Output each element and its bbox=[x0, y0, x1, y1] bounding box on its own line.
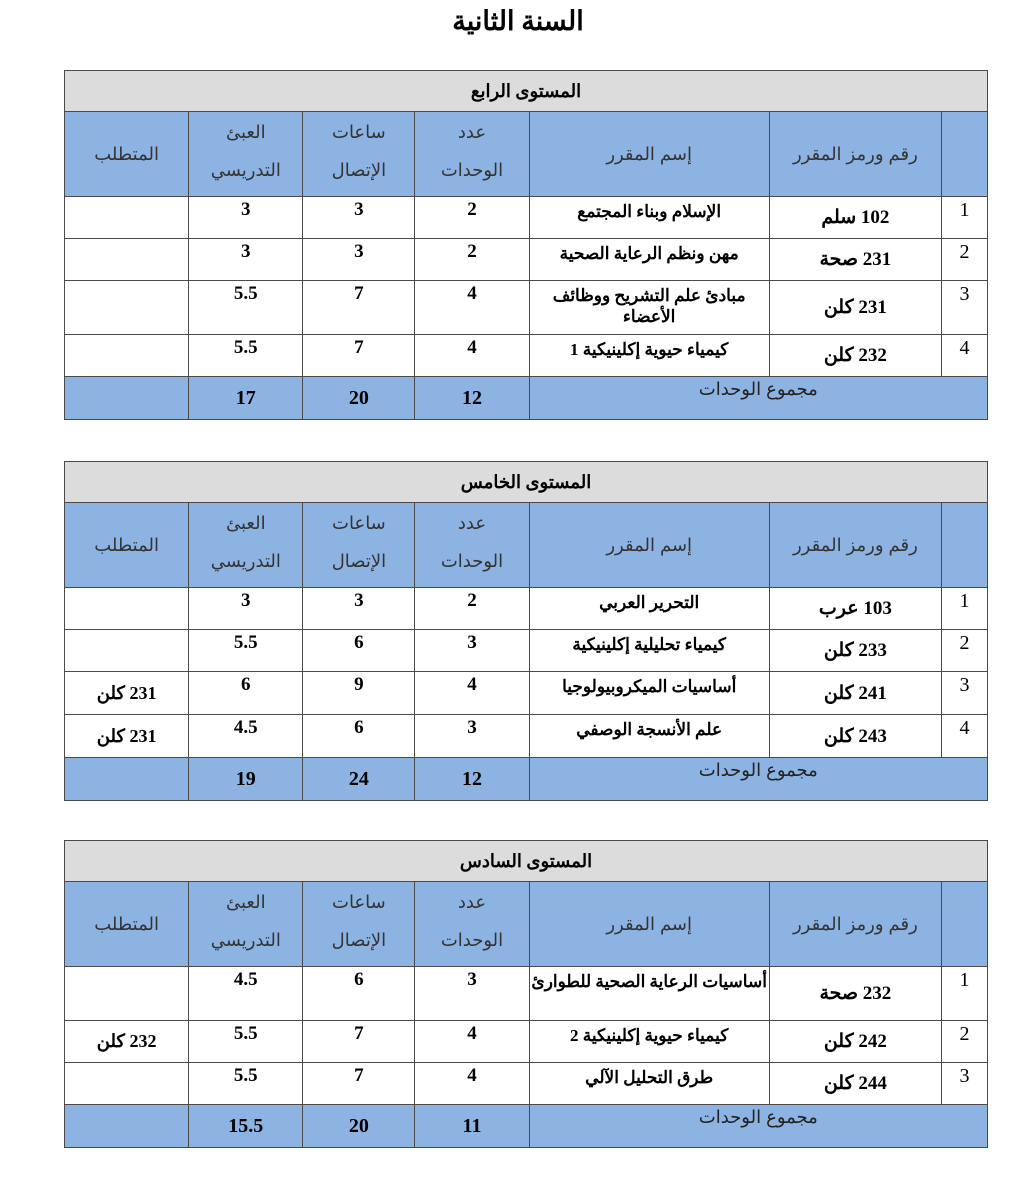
header-units-line2: الوحدات bbox=[440, 551, 504, 571]
courses-table bbox=[64, 461, 988, 801]
header-load-line2: التدريسي bbox=[210, 160, 281, 180]
course-teaching-load: 3 bbox=[189, 239, 303, 281]
course-units: 3 bbox=[415, 715, 529, 758]
course-name: أساسيات الميكروبيولوجيا bbox=[529, 672, 769, 715]
course-units: 4 bbox=[415, 335, 529, 377]
course-units: 2 bbox=[415, 197, 529, 239]
row-number: 1 bbox=[941, 588, 987, 630]
header-prerequisite: المتطلب bbox=[65, 882, 189, 967]
header-prerequisite: المتطلب bbox=[65, 503, 189, 588]
total-prerequisite-empty bbox=[65, 758, 189, 801]
course-teaching-load: 5.5 bbox=[189, 1021, 303, 1063]
course-prerequisite bbox=[65, 630, 189, 672]
course-teaching-load: 6 bbox=[189, 672, 303, 715]
course-code: 231 صحة bbox=[769, 239, 941, 281]
total-label: مجموع الوحدات bbox=[529, 1105, 987, 1148]
course-contact-hours: 9 bbox=[303, 672, 415, 715]
course-teaching-load: 3 bbox=[189, 588, 303, 630]
total-prerequisite-empty bbox=[65, 1105, 189, 1148]
course-units: 2 bbox=[415, 588, 529, 630]
course-contact-hours: 6 bbox=[303, 967, 415, 1021]
header-course-code: رقم ورمز المقرر bbox=[769, 112, 941, 197]
header-course-code: رقم ورمز المقرر bbox=[769, 503, 941, 588]
total-contact-hours: 20 bbox=[303, 1105, 415, 1148]
course-prerequisite bbox=[65, 239, 189, 281]
course-code: 244 كلن bbox=[769, 1063, 941, 1105]
header-load bbox=[189, 503, 303, 588]
total-prerequisite-empty bbox=[65, 377, 189, 420]
header-units-line2: الوحدات bbox=[440, 930, 504, 950]
course-code: 232 صحة bbox=[769, 967, 941, 1021]
course-code: 102 سلم bbox=[769, 197, 941, 239]
course-code: 241 كلن bbox=[769, 672, 941, 715]
row-number: 1 bbox=[941, 967, 987, 1021]
header-index bbox=[941, 112, 987, 197]
course-units: 3 bbox=[415, 630, 529, 672]
table-row bbox=[65, 239, 988, 281]
table-row bbox=[65, 672, 988, 715]
course-teaching-load: 3 bbox=[189, 197, 303, 239]
header-course-name: إسم المقرر bbox=[529, 112, 769, 197]
total-contact-hours: 24 bbox=[303, 758, 415, 801]
course-name: أساسيات الرعاية الصحية للطوارئ bbox=[529, 967, 769, 1021]
course-prerequisite: 232 كلن bbox=[65, 1021, 189, 1063]
course-code: 231 كلن bbox=[769, 281, 941, 335]
table-row bbox=[65, 967, 988, 1021]
course-name: علم الأنسجة الوصفي bbox=[529, 715, 769, 758]
course-contact-hours: 7 bbox=[303, 1063, 415, 1105]
course-units: 4 bbox=[415, 281, 529, 335]
course-teaching-load: 5.5 bbox=[189, 335, 303, 377]
table-row bbox=[65, 630, 988, 672]
course-prerequisite: 231 كلن bbox=[65, 715, 189, 758]
course-units: 4 bbox=[415, 672, 529, 715]
course-prerequisite bbox=[65, 1063, 189, 1105]
table-row bbox=[65, 715, 988, 758]
course-code: 243 كلن bbox=[769, 715, 941, 758]
table-row bbox=[65, 335, 988, 377]
total-teaching-load: 15.5 bbox=[189, 1105, 303, 1148]
course-teaching-load: 5.5 bbox=[189, 281, 303, 335]
row-number: 4 bbox=[941, 715, 987, 758]
header-units-line1: عدد bbox=[457, 122, 487, 142]
course-code: 232 كلن bbox=[769, 335, 941, 377]
totals-row bbox=[65, 1105, 988, 1148]
course-contact-hours: 7 bbox=[303, 1021, 415, 1063]
course-prerequisite bbox=[65, 335, 189, 377]
header-load-line1: العبئ bbox=[226, 513, 266, 533]
course-code: 233 كلن bbox=[769, 630, 941, 672]
table-row bbox=[65, 588, 988, 630]
header-contact bbox=[303, 112, 415, 197]
header-units-line2: الوحدات bbox=[440, 160, 504, 180]
header-load-line2: التدريسي bbox=[210, 930, 281, 950]
header-units bbox=[415, 112, 529, 197]
row-number: 2 bbox=[941, 630, 987, 672]
total-teaching-load: 17 bbox=[189, 377, 303, 420]
header-index bbox=[941, 882, 987, 967]
table-row bbox=[65, 197, 988, 239]
course-units: 4 bbox=[415, 1021, 529, 1063]
total-units: 11 bbox=[415, 1105, 529, 1148]
header-course-name: إسم المقرر bbox=[529, 882, 769, 967]
header-load-line1: العبئ bbox=[225, 122, 266, 142]
course-prerequisite bbox=[65, 588, 189, 630]
header-units-line1: عدد bbox=[457, 892, 487, 912]
table-row bbox=[65, 1021, 988, 1063]
total-teaching-load: 19 bbox=[189, 758, 303, 801]
table-row bbox=[65, 1063, 988, 1105]
course-name: كيمياء تحليلية إكلينيكية bbox=[529, 630, 769, 672]
course-name: طرق التحليل الآلي bbox=[529, 1063, 769, 1105]
course-contact-hours: 6 bbox=[303, 715, 415, 758]
course-contact-hours: 6 bbox=[303, 630, 415, 672]
course-contact-hours: 7 bbox=[303, 335, 415, 377]
total-contact-hours: 20 bbox=[303, 377, 415, 420]
courses-table bbox=[64, 840, 988, 1148]
header-contact-line2: الإتصال bbox=[331, 160, 387, 180]
course-teaching-load: 5.5 bbox=[189, 1063, 303, 1105]
header-load-line1: العبئ bbox=[225, 892, 266, 912]
course-prerequisite bbox=[65, 197, 189, 239]
level-title: المستوى الخامس bbox=[65, 462, 988, 503]
row-number: 3 bbox=[941, 1063, 987, 1105]
level-title: المستوى الرابع bbox=[65, 71, 988, 112]
table-row bbox=[65, 281, 988, 335]
header-contact-line1: ساعات bbox=[332, 122, 386, 142]
course-prerequisite bbox=[65, 281, 189, 335]
row-number: 2 bbox=[941, 1021, 987, 1063]
header-prerequisite: المتطلب bbox=[65, 112, 189, 197]
header-units-line1: عدد bbox=[457, 513, 487, 533]
course-name: الإسلام وبناء المجتمع bbox=[529, 197, 769, 239]
header-load bbox=[189, 112, 303, 197]
course-name: مبادئ علم التشريح ووظائف الأعضاء bbox=[529, 281, 769, 335]
row-number: 1 bbox=[941, 197, 987, 239]
course-prerequisite bbox=[65, 967, 189, 1021]
header-units bbox=[415, 882, 529, 967]
header-units bbox=[415, 503, 529, 588]
course-contact-hours: 7 bbox=[303, 281, 415, 335]
course-name: التحرير العربي bbox=[529, 588, 769, 630]
row-number: 4 bbox=[941, 335, 987, 377]
totals-row bbox=[65, 377, 988, 420]
course-units: 3 bbox=[415, 967, 529, 1021]
course-units: 2 bbox=[415, 239, 529, 281]
total-units: 12 bbox=[415, 758, 529, 801]
course-name: كيمياء حيوية إكلينيكية 2 bbox=[529, 1021, 769, 1063]
course-contact-hours: 3 bbox=[303, 197, 415, 239]
header-index bbox=[941, 503, 987, 588]
header-contact-line1: ساعات bbox=[332, 513, 386, 533]
row-number: 3 bbox=[941, 281, 987, 335]
course-teaching-load: 5.5 bbox=[189, 630, 303, 672]
course-teaching-load: 4.5 bbox=[189, 715, 303, 758]
totals-row bbox=[65, 758, 988, 801]
level-section bbox=[64, 70, 988, 420]
course-contact-hours: 3 bbox=[303, 588, 415, 630]
header-contact bbox=[303, 503, 415, 588]
header-contact-line2: الإتصال bbox=[331, 551, 387, 571]
course-contact-hours: 3 bbox=[303, 239, 415, 281]
header-load bbox=[189, 882, 303, 967]
course-name: كيمياء حيوية إكلينيكية 1 bbox=[529, 335, 769, 377]
level-section bbox=[64, 840, 988, 1148]
total-units: 12 bbox=[415, 377, 529, 420]
total-label: مجموع الوحدات bbox=[529, 758, 987, 801]
course-units: 4 bbox=[415, 1063, 529, 1105]
header-contact-line2: الإتصال bbox=[331, 930, 387, 950]
course-name: مهن ونظم الرعاية الصحية bbox=[529, 239, 769, 281]
header-contact bbox=[303, 882, 415, 967]
header-course-code: رقم ورمز المقرر bbox=[769, 882, 941, 967]
header-course-name: إسم المقرر bbox=[529, 503, 769, 588]
course-prerequisite: 231 كلن bbox=[65, 672, 189, 715]
courses-table bbox=[64, 70, 988, 420]
header-load-line2: التدريسي bbox=[210, 551, 281, 571]
course-teaching-load: 4.5 bbox=[189, 967, 303, 1021]
course-code: 242 كلن bbox=[769, 1021, 941, 1063]
course-code: 103 عرب bbox=[769, 588, 941, 630]
level-section bbox=[64, 461, 988, 801]
level-title: المستوى السادس bbox=[65, 841, 988, 882]
total-label: مجموع الوحدات bbox=[529, 377, 987, 420]
row-number: 3 bbox=[941, 672, 987, 715]
header-contact-line1: ساعات bbox=[332, 892, 386, 912]
row-number: 2 bbox=[941, 239, 987, 281]
page-title: السنة الثانية bbox=[452, 6, 584, 36]
